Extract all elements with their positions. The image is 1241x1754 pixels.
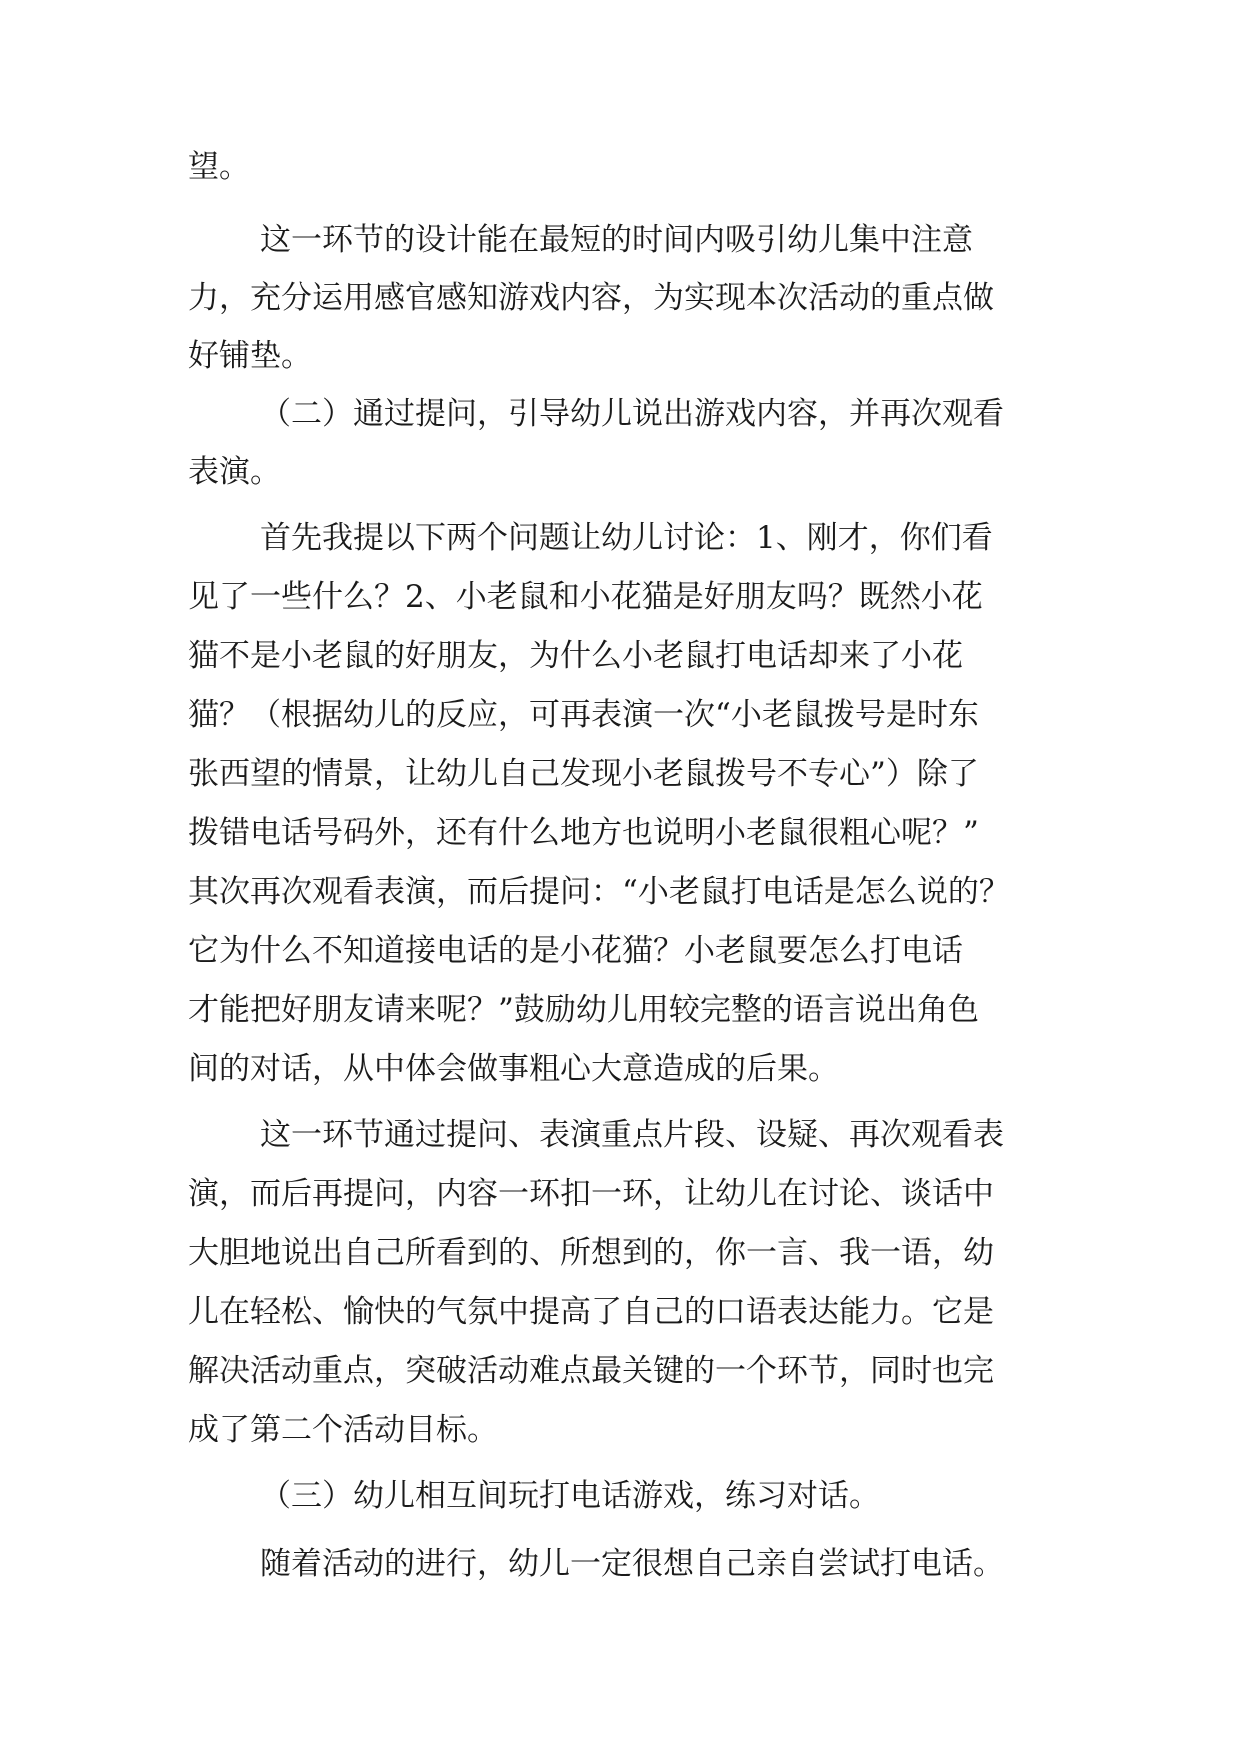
- text-line: 它为什么不知道接电话的是小花猫？小老鼠要怎么打电话: [188, 933, 963, 969]
- text-line: 解决活动重点，突破活动难点最关键的一个环节，同时也完: [188, 1353, 994, 1389]
- text-line: 首先我提以下两个问题让幼儿讨论：1、刚才，你们看: [260, 520, 993, 556]
- text-line: 表演。: [188, 454, 281, 490]
- text-line: 随着活动的进行，幼儿一定很想自己亲自尝试打电话。: [260, 1546, 1004, 1582]
- text-line: 力，充分运用感官感知游戏内容，为实现本次活动的重点做: [188, 280, 994, 316]
- text-line: 张西望的情景，让幼儿自己发现小老鼠拨号不专心”）除了: [188, 756, 979, 792]
- text-line: 这一环节通过提问、表演重点片段、设疑、再次观看表: [260, 1117, 1004, 1153]
- section-heading: （二）通过提问，引导幼儿说出游戏内容，并再次观看: [260, 396, 1004, 432]
- section-heading: （三）幼儿相互间玩打电话游戏，练习对话。: [260, 1478, 880, 1514]
- text-line: 望。: [188, 149, 250, 185]
- text-line: 儿在轻松、愉快的气氛中提高了自己的口语表达能力。它是: [188, 1294, 994, 1330]
- text-line: 猫不是小老鼠的好朋友，为什么小老鼠打电话却来了小花: [188, 638, 963, 674]
- text-line: 猫？（根据幼儿的反应，可再表演一次“小老鼠拨号是时东: [188, 697, 979, 733]
- text-line: 拨错电话号码外，还有什么地方也说明小老鼠很粗心呢？”: [188, 815, 979, 851]
- text-line: 这一环节的设计能在最短的时间内吸引幼儿集中注意: [260, 222, 973, 258]
- text-line: 演，而后再提问，内容一环扣一环，让幼儿在讨论、谈话中: [188, 1176, 994, 1212]
- text-line: 成了第二个活动目标。: [188, 1412, 498, 1448]
- text-line: 其次再次观看表演，而后提问：“小老鼠打电话是怎么说的？: [188, 874, 1010, 910]
- text-line: 好铺垫。: [188, 338, 312, 374]
- text-line: 才能把好朋友请来呢？”鼓励幼儿用较完整的语言说出角色: [188, 992, 979, 1028]
- text-line: 见了一些什么？2、小老鼠和小花猫是好朋友吗？既然小花: [188, 579, 983, 615]
- text-line: 大胆地说出自己所看到的、所想到的，你一言、我一语，幼: [188, 1235, 994, 1271]
- text-line: 间的对话，从中体会做事粗心大意造成的后果。: [188, 1051, 839, 1087]
